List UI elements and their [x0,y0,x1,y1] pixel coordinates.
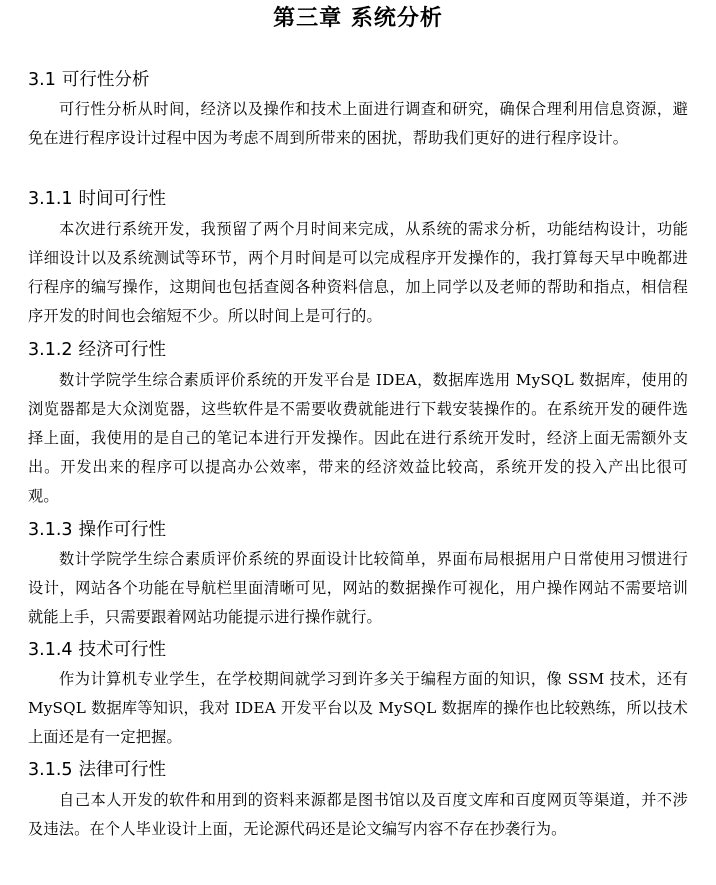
section-title: 法律可行性 [78,760,167,780]
section-title: 技术可行性 [78,640,167,660]
section-heading-3-1 [28,68,149,92]
section-title: 时间可行性 [78,189,167,209]
section-title: 经济可行性 [78,340,167,360]
section-paragraph-3-1: 可行性分析从时间，经济以及操作和技术上面进行调查和研究，确保合理利用信息资源，避免在进行程序设计过程中因为考虑不周到所带来的困扰，帮助我们更好的进行程序设计。 [28,100,688,147]
section-heading-3-1-3 [28,518,166,542]
section-number: 3.1.1 [28,189,73,209]
section-number: 3.1.3 [28,520,73,540]
section-paragraph-3-1-2: 数计学院学生综合素质评价系统的开发平台是 IDEA，数据库选用 MySQL 数据库，使用的浏览器都是大众浏览器，这些软件是不需要收费就能进行下载安装操作的。在系统开发的硬件选择上面，我使用的是自己的笔记本进行开发操作。因此在进行系统开发时，经济上面无需额外支出。开发出来的程序可以提高办公效率，带来的经济效益比较高，系统开发的投入产出比很可观。 [28,371,688,505]
section-heading-3-1-4 [28,638,166,662]
section-paragraph-3-1-4: 作为计算机专业学生，在学校期间就学习到许多关于编程方面的知识，像 SSM 技术，还有 MySQL 数据库等知识，我对 IDEA 开发平台以及 MySQL 数据库的操作也比较熟练，所以技术上面还是有一定把握。 [28,670,688,746]
section-heading-3-1-2 [28,338,166,362]
section-number: 3.1.5 [28,760,73,780]
section-paragraph-3-1-5: 自己本人开发的软件和用到的资料来源都是图书馆以及百度文库和百度网页等渠道，并不涉及违法。在个人毕业设计上面，无论源代码还是论文编写内容不存在抄袭行为。 [28,791,688,838]
section-paragraph-3-1-1: 本次进行系统开发，我预留了两个月时间来完成，从系统的需求分析，功能结构设计，功能详细设计以及系统测试等环节，两个月时间是可以完成程序开发操作的，我打算每天早中晚都进行程序的编写操作，这期间也包括查阅各种资料信息，加上同学以及老师的帮助和指点，相信程序开发的时间也会缩短不少。所以时间上是可行的。 [28,220,688,325]
section-number: 3.1.4 [28,640,73,660]
section-title: 操作可行性 [78,520,167,540]
section-heading-3-1-5 [28,758,166,782]
section-title: 可行性分析 [61,70,150,90]
section-paragraph-3-1-3: 数计学院学生综合素质评价系统的界面设计比较简单，界面布局根据用户日常使用习惯进行设计，网站各个功能在导航栏里面清晰可见，网站的数据操作可视化，用户操作网站不需要培训就能上手，只需要跟着网站功能提示进行操作就行。 [28,550,688,626]
chapter-title: 第三章 系统分析 [273,6,443,31]
section-number: 3.1 [28,70,56,90]
section-number: 3.1.2 [28,340,73,360]
section-heading-3-1-1 [28,187,166,211]
